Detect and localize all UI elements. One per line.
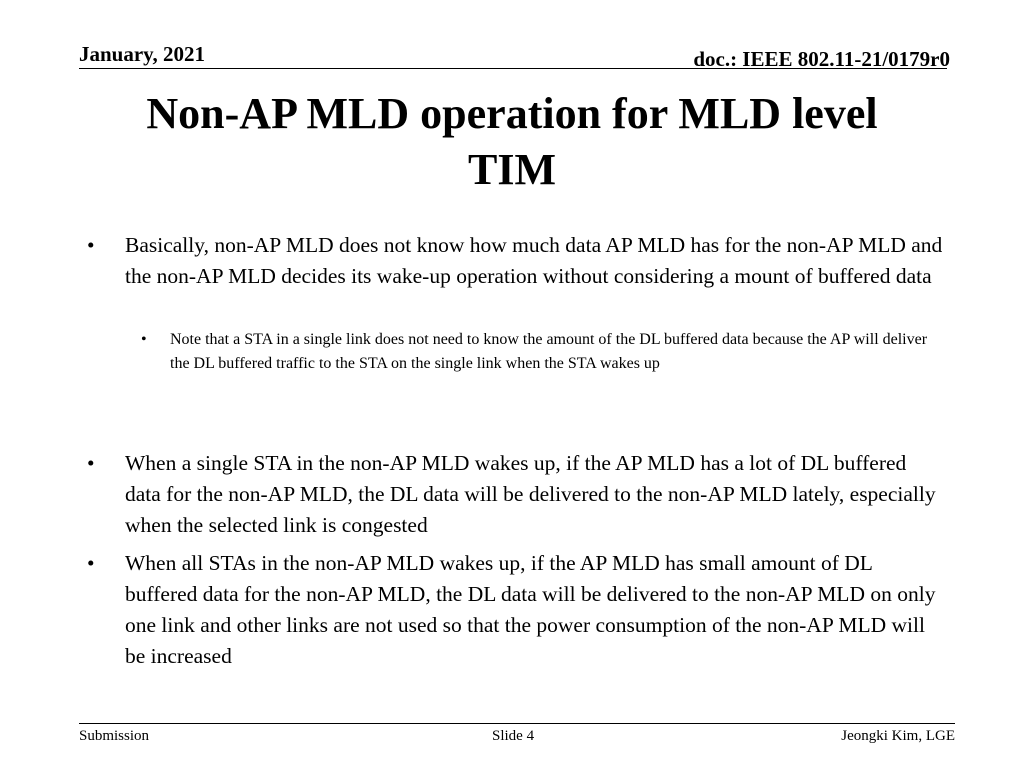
footer-divider — [79, 723, 955, 724]
sub-bullet-1 — [141, 328, 941, 376]
bullet-marker: • — [87, 551, 95, 575]
bullet-marker: • — [87, 233, 95, 257]
bullet-1-text: Basically, non-AP MLD does not know how much data AP MLD has for the non-AP MLD and the non-AP MLD decides its wake-up operation without considering a mount of buffered data — [125, 233, 943, 288]
header-date: January, 2021 — [79, 42, 206, 66]
slide-title — [80, 86, 944, 198]
bullet-1 — [87, 230, 947, 292]
slide-title-line-2: TIM — [468, 145, 556, 194]
bullet-2-text: When a single STA in the non-AP MLD wakes up, if the AP MLD has a lot of DL buffered data for the non-AP MLD, the DL data will be delivered to the non-AP MLD lately, especially when the selected link is congested — [125, 451, 936, 537]
footer-author: Jeongki Kim, LGE — [841, 728, 955, 744]
footer-submission: Submission — [79, 728, 150, 744]
header-doc-id: doc.: IEEE 802.11-21/0179r0 — [693, 47, 950, 71]
bullet-marker: • — [87, 451, 95, 475]
bullet-3 — [87, 548, 947, 672]
sub-bullet-1-text: Note that a STA in a single link does not need to know the amount of the DL buffered data because the AP will deliver the DL buffered traffic to the STA on the single link when the STA wakes up — [170, 331, 928, 372]
slide-title-line-1: Non-AP MLD operation for MLD level — [146, 89, 878, 138]
bullet-3-text: When all STAs in the non-AP MLD wakes up, if the AP MLD has small amount of DL buffered data for the non-AP MLD, the DL data will be delivered to the non-AP MLD on only one link and other links are not used so that the power consumption of the non-AP MLD will be increased — [125, 551, 936, 668]
bullet-2 — [87, 448, 947, 541]
header-divider — [79, 68, 947, 69]
sub-bullet-marker: • — [141, 331, 147, 348]
footer-slide-number: Slide 4 — [492, 728, 535, 744]
